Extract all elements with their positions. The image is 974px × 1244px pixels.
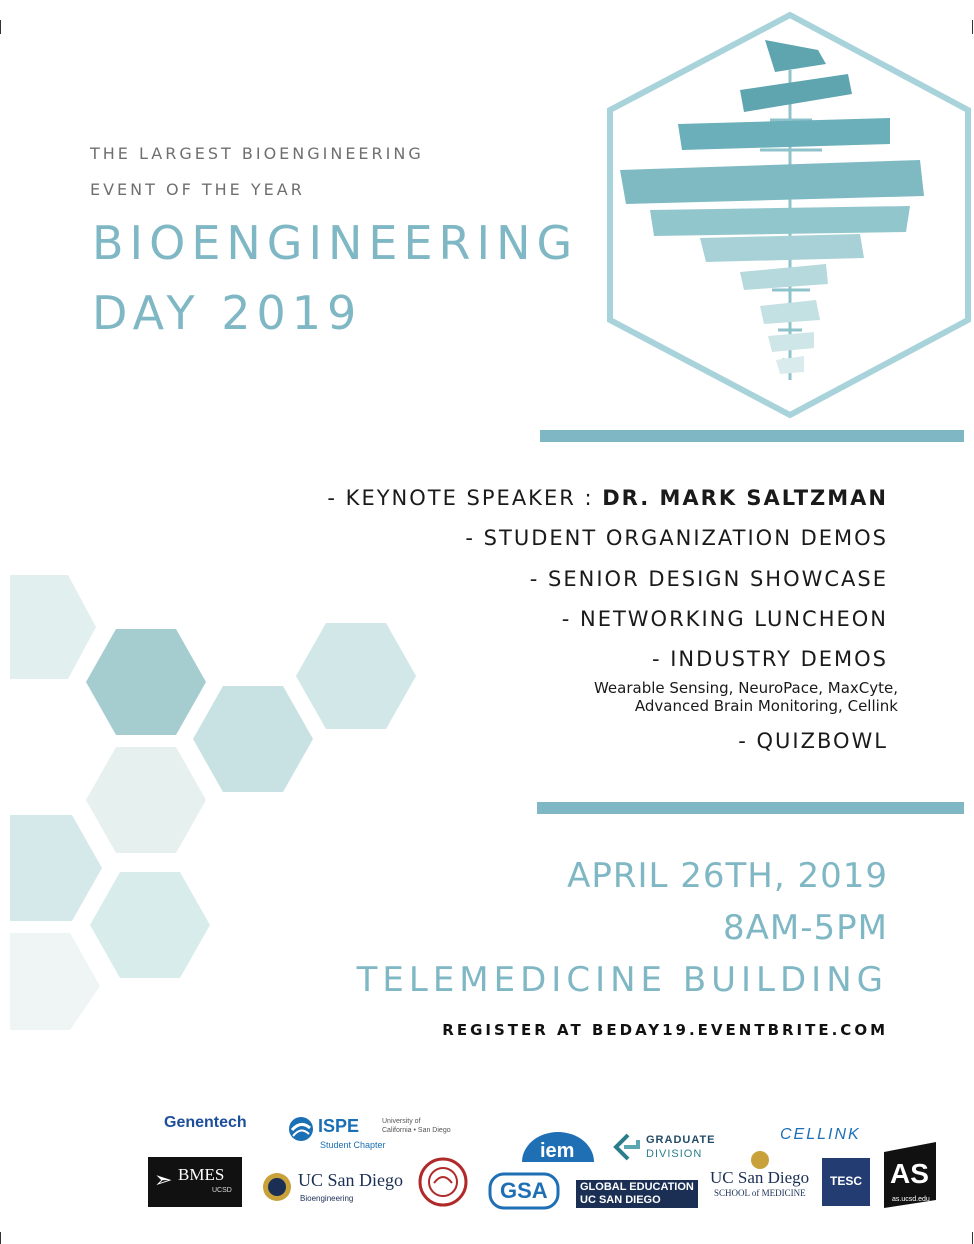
ucsd-medicine-seal-icon [750, 1150, 770, 1170]
ucsd-school-of-medicine-logo [710, 1150, 810, 1202]
associated-students-logo [880, 1140, 940, 1212]
graduate-division-line-2: DIVISION [646, 1148, 703, 1160]
agenda-item-luncheon: - NETWORKING LUNCHEON [561, 607, 888, 631]
event-title-line-2: DAY 2019 [92, 286, 363, 340]
iem-wordmark: iem [540, 1140, 575, 1162]
graduate-division-arrow-icon [612, 1132, 642, 1162]
crop-mark-bottom-right [972, 1232, 973, 1244]
keynote-label: - KEYNOTE SPEAKER : [327, 486, 594, 510]
divider-bar-middle [537, 802, 964, 814]
hexagon-shape [10, 933, 100, 1030]
global-education-logo [576, 1180, 698, 1208]
tesc-logo [822, 1158, 870, 1206]
ispe-swirl-icon [288, 1116, 314, 1142]
divider-bar-top [540, 430, 964, 442]
ispe-uc-line-1: University of [382, 1118, 421, 1125]
ispe-logo [288, 1114, 463, 1154]
hexagon-shape [10, 575, 96, 679]
gsa-logo [488, 1172, 560, 1210]
bmes-logo [148, 1157, 242, 1207]
industry-detail-line-2: Advanced Brain Monitoring, Cellink [634, 697, 898, 715]
dna-helix-icon [620, 40, 924, 380]
ispe-subtitle: Student Chapter [320, 1140, 386, 1150]
ucsd-bioeng-subtitle: Bioengineering [300, 1194, 354, 1203]
ispe-uc-line-2: California • San Diego [382, 1127, 451, 1134]
ispe-wordmark: ISPE [318, 1116, 360, 1136]
global-education-line-1: GLOBAL EDUCATION [580, 1181, 694, 1193]
industry-detail-line-1: Wearable Sensing, NeuroPace, MaxCyte, [593, 679, 898, 697]
register-link[interactable]: REGISTER AT BEDAY19.EVENTBRITE.COM [442, 1021, 888, 1039]
graduate-division-line-1: GRADUATE [646, 1134, 716, 1146]
tagline-line-1: THE LARGEST BIOENGINEERING [90, 144, 424, 163]
thurgood-marshall-college-seal [418, 1157, 468, 1207]
ucsd-bioeng-wordmark: UC San Diego [298, 1170, 403, 1190]
hexagon-shape [10, 815, 102, 921]
hexagon-shape [90, 872, 210, 978]
agenda-item-industry-demos: - INDUSTRY DEMOS [651, 647, 888, 671]
event-time: 8AM-5PM [723, 908, 888, 948]
dna-hexagon-graphic [590, 10, 974, 420]
global-education-line-2: UC SAN DIEGO [580, 1194, 661, 1206]
ucsd-bioengineering-logo [262, 1170, 412, 1206]
genentech-logo: Genentech [164, 1114, 247, 1131]
keynote-speaker-name: DR. MARK SALTZMAN [602, 486, 888, 510]
hexagon-shape [86, 747, 206, 853]
associated-students-wordmark: AS [890, 1158, 929, 1189]
hexagon-shape [193, 686, 313, 792]
graduate-division-logo [612, 1132, 716, 1164]
ucsd-medicine-subtitle: SCHOOL of MEDICINE [714, 1188, 806, 1198]
bmes-runner-icon: ➣ [154, 1167, 173, 1192]
agenda-item-quizbowl: - QUIZBOWL [738, 729, 888, 753]
ucsd-seal-icon [262, 1172, 292, 1202]
ucsd-medicine-wordmark: UC San Diego [710, 1168, 810, 1187]
agenda-item-senior-design: - SENIOR DESIGN SHOWCASE [529, 567, 888, 591]
hexagon-shape [86, 629, 206, 735]
tesc-wordmark: TESC [830, 1174, 863, 1188]
tagline-line-2: EVENT OF THE YEAR [90, 180, 305, 199]
iem-logo [520, 1130, 596, 1162]
associated-students-url: as.ucsd.edu [892, 1196, 930, 1203]
bmes-wordmark: BMES [178, 1165, 225, 1184]
bmes-subtitle: UCSD [212, 1187, 232, 1194]
event-date: APRIL 26TH, 2019 [567, 856, 888, 896]
cellink-logo: CELLINK [780, 1126, 861, 1143]
crop-mark-top-left [0, 20, 1, 34]
agenda-keynote [327, 486, 888, 510]
agenda-item-student-demos: - STUDENT ORGANIZATION DEMOS [465, 526, 888, 550]
hexagon-shape [296, 623, 416, 729]
gsa-wordmark: GSA [500, 1178, 548, 1203]
event-title-line-1: BIOENGINEERING [92, 216, 579, 270]
crop-mark-bottom-left [0, 1232, 1, 1244]
event-location: TELEMEDICINE BUILDING [356, 960, 888, 1000]
